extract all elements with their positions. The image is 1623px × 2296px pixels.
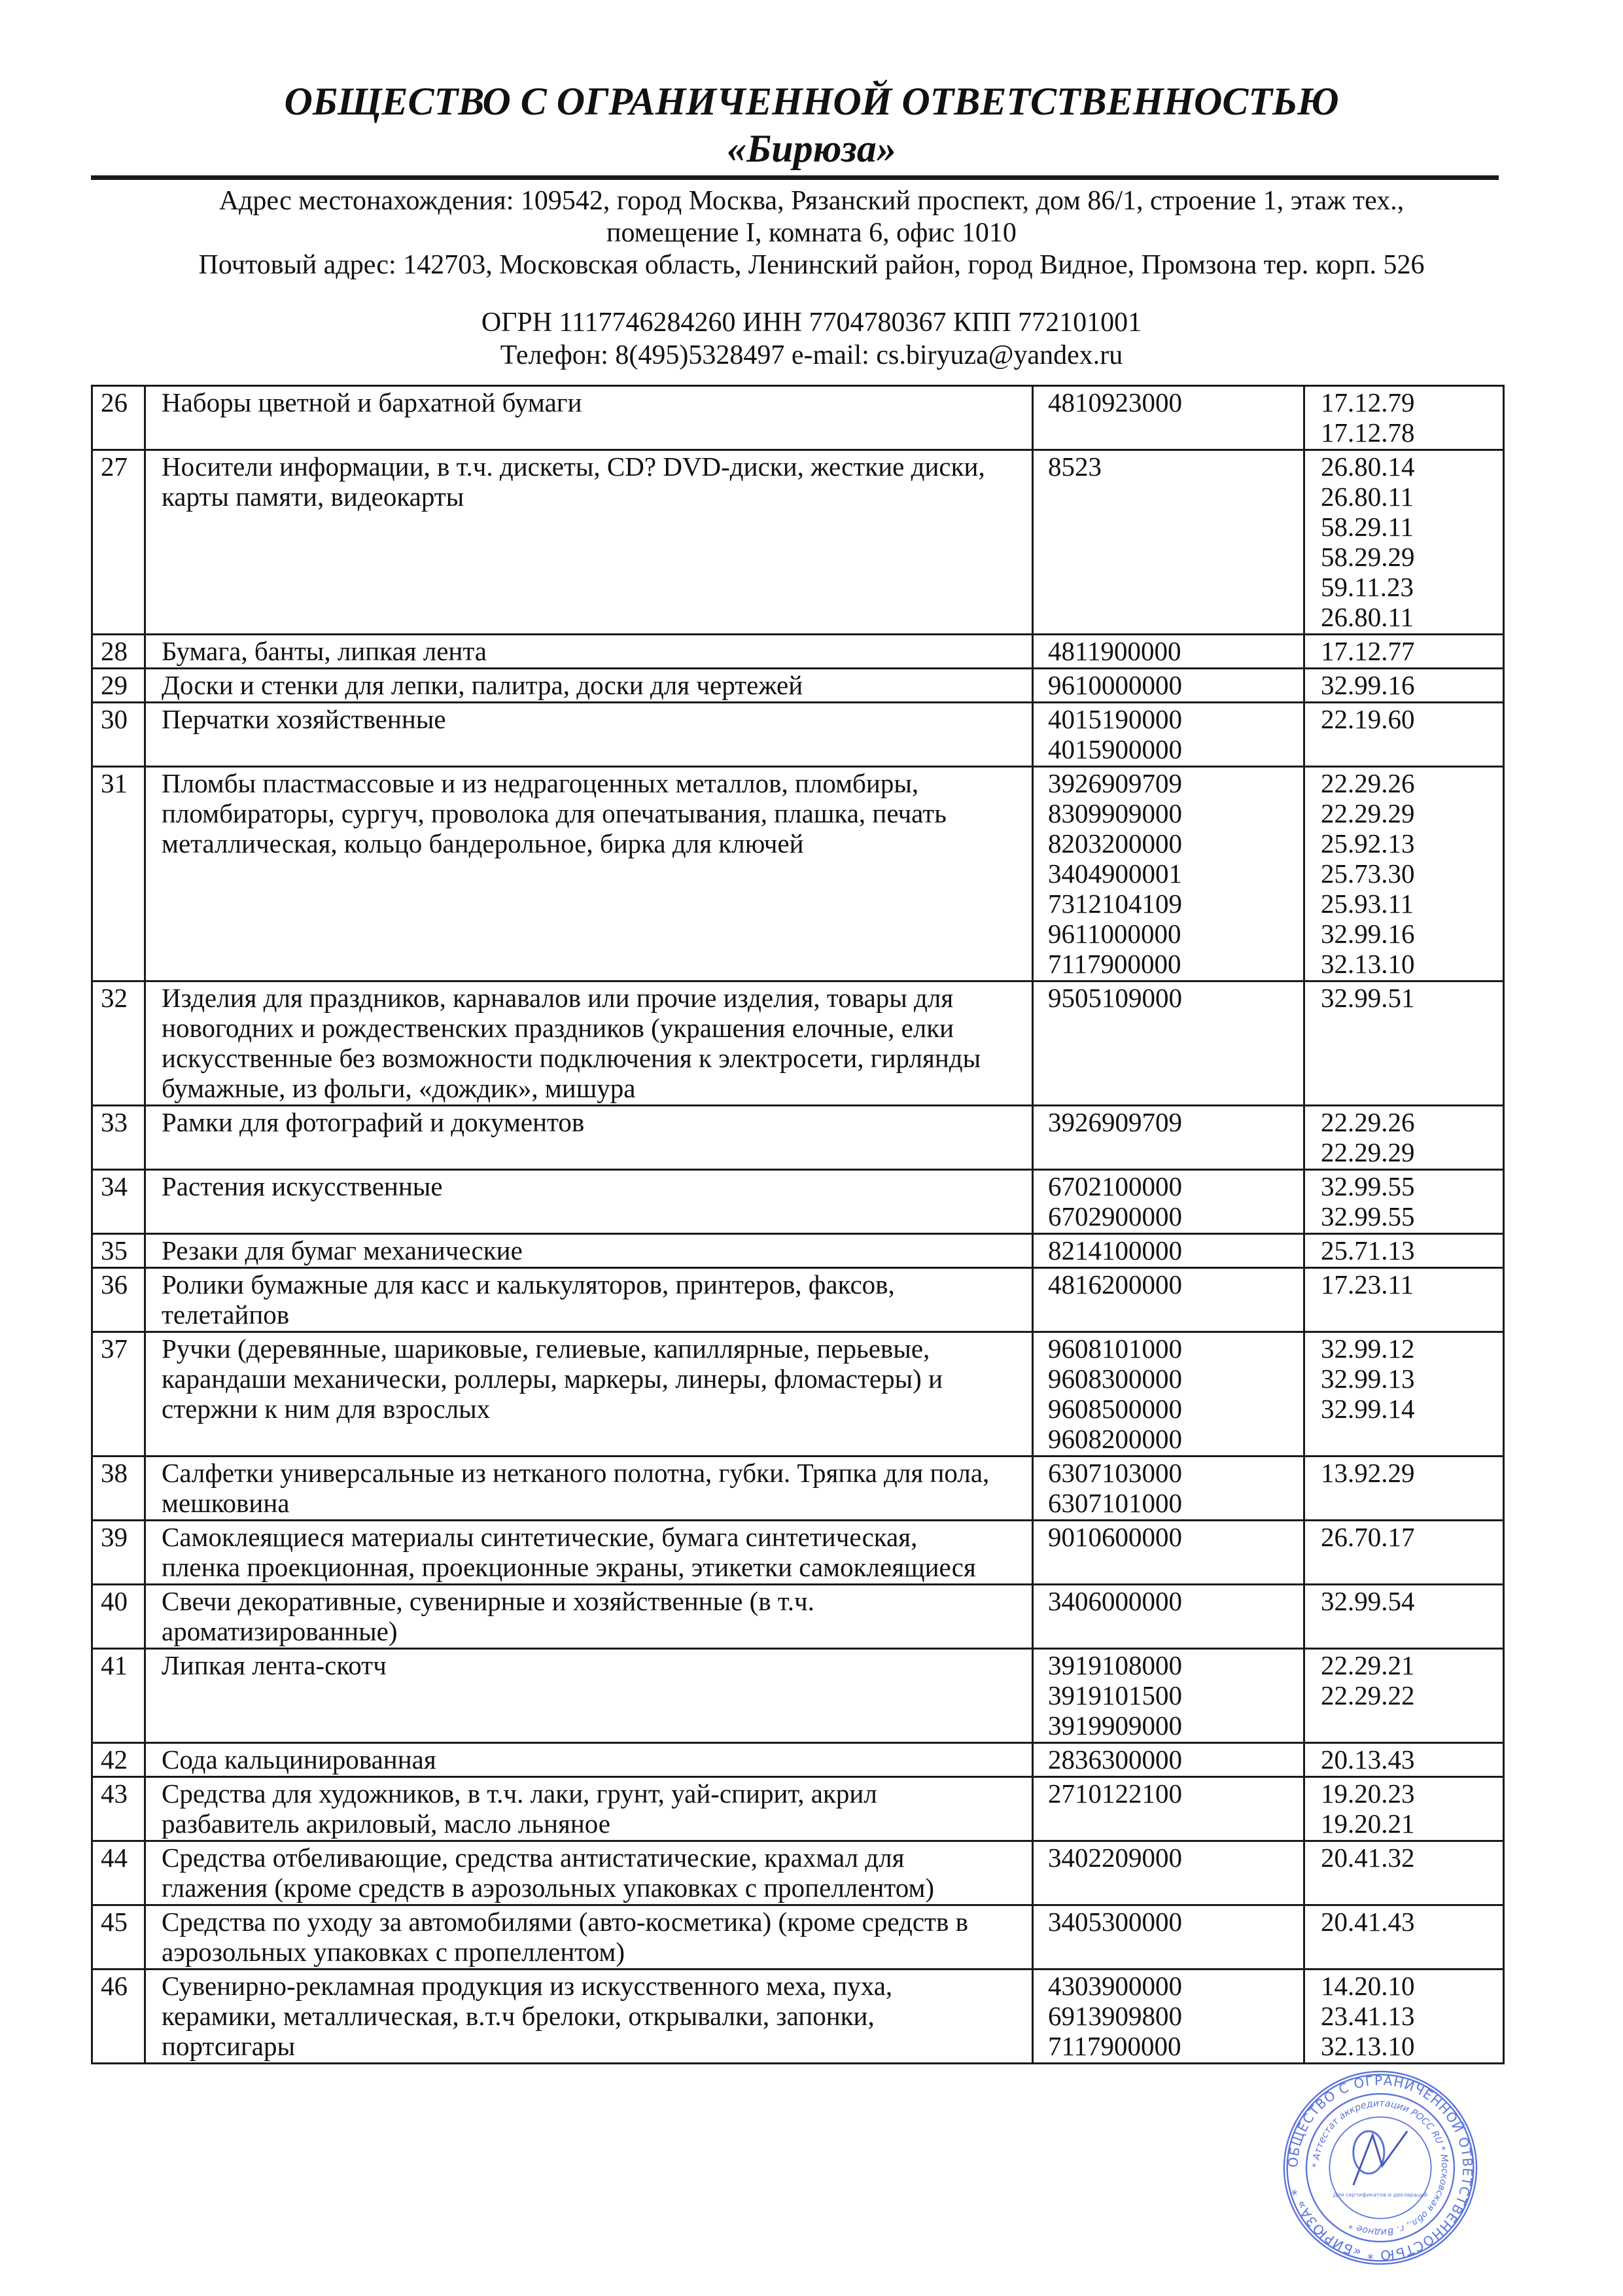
tnved-codes-line: 9610000000 (1048, 670, 1182, 700)
table-row (92, 1649, 1504, 1743)
okpd-codes (1304, 1969, 1504, 2064)
tnved-codes (1033, 1521, 1304, 1585)
tnved-codes (1033, 1649, 1304, 1743)
okpd-codes (1304, 703, 1504, 767)
okpd-codes-line: 26.80.14 (1321, 451, 1415, 482)
tnved-codes-line: 6307103000 (1048, 1458, 1182, 1488)
okpd-codes-line: 58.29.11 (1321, 512, 1414, 542)
product-description (145, 1743, 1033, 1777)
product-description (145, 1969, 1033, 2064)
tnved-codes-line: 8523 (1048, 451, 1102, 482)
okpd-codes-line: 13.92.29 (1321, 1458, 1415, 1488)
postal-address: Почтовый адрес: 142703, Московская область, Ленинский район, город Видное, Промзона тер. корп. 526 (198, 250, 1425, 280)
okpd-codes-line: 17.12.77 (1321, 636, 1415, 666)
tnved-codes-line: 4015190000 (1048, 704, 1182, 734)
tnved-codes-line: 3926909709 (1048, 1107, 1182, 1137)
row-number: 33 (92, 1106, 145, 1170)
tnved-codes-line: 2710122100 (1048, 1778, 1182, 1809)
table-row (92, 1521, 1504, 1585)
product-description (145, 1106, 1033, 1170)
tnved-codes-line: 9010600000 (1048, 1522, 1182, 1552)
product-description (145, 1332, 1033, 1457)
product-description-line: Изделия для праздников, карнавалов или прочие изделия, товары для (162, 983, 954, 1013)
seal-center-text: Для сертификатов и деклараций (1333, 2191, 1428, 2199)
okpd-codes-line: 19.20.21 (1321, 1809, 1415, 1839)
table-row (92, 1234, 1504, 1268)
header-divider (91, 175, 1499, 180)
tnved-codes (1033, 1585, 1304, 1649)
product-description-line: Носители информации, в т.ч. дискеты, CD? DVD-диски, жесткие диски, (162, 451, 985, 482)
tnved-codes-line: 4816200000 (1048, 1269, 1182, 1299)
okpd-codes-line: 59.11.23 (1321, 572, 1414, 602)
okpd-codes (1304, 1332, 1504, 1457)
okpd-codes-line: 22.19.60 (1321, 704, 1415, 734)
product-description-line: карандаши механически, роллеры, маркеры, линеры, фломастеры) и (162, 1364, 943, 1394)
product-description (145, 767, 1033, 981)
okpd-codes (1304, 1106, 1504, 1170)
product-description-line: пленка проекционная, проекционные экраны, этикетки самоклеящиеся (162, 1552, 976, 1582)
okpd-codes-line: 22.29.29 (1321, 798, 1415, 828)
tnved-codes-line: 6702900000 (1048, 1201, 1182, 1231)
table-row (92, 1969, 1504, 2064)
product-description (145, 1521, 1033, 1585)
row-number: 45 (92, 1905, 145, 1969)
okpd-codes-line: 58.29.29 (1321, 542, 1415, 572)
tnved-codes-line: 4810923000 (1048, 387, 1182, 417)
product-description (145, 1905, 1033, 1969)
table-row (92, 981, 1504, 1106)
tnved-codes-line: 9608300000 (1048, 1364, 1182, 1394)
tnved-codes (1033, 767, 1304, 981)
okpd-codes-line: 32.99.54 (1321, 1586, 1415, 1616)
tnved-codes (1033, 1234, 1304, 1268)
product-description-line: керамики, металлическая, в.т.ч брелоки, открывалки, запонки, (162, 2001, 875, 2031)
product-description-line: искусственные без возможности подключения к электросети, гирлянды (162, 1043, 981, 1073)
product-description-line: металлическая, кольцо бандерольное, бирка для ключей (162, 828, 804, 858)
legal-address-line2: помещение I, комната 6, офис 1010 (606, 218, 1017, 248)
okpd-codes (1304, 767, 1504, 981)
product-description-line: аэрозольных упаковках с пропеллентом) (162, 1937, 625, 1967)
products-table (91, 385, 1505, 2064)
product-description-line: карты памяти, видеокарты (162, 482, 464, 512)
okpd-codes-line: 20.41.32 (1321, 1843, 1415, 1873)
product-description-line: Средства отбеливающие, средства антистатические, крахмал для (162, 1843, 905, 1873)
product-description-line: Свечи декоративные, сувенирные и хозяйственные (в т.ч. (162, 1586, 814, 1616)
tnved-codes (1033, 1969, 1304, 2064)
product-description-line: Ручки (деревянные, шариковые, гелиевые, капиллярные, перьевые, (162, 1333, 930, 1364)
registration-numbers: ОГРН 1117746284260 ИНН 7704780367 КПП 772101001 (481, 308, 1142, 338)
row-number: 40 (92, 1585, 145, 1649)
tnved-codes (1033, 1170, 1304, 1234)
okpd-codes (1304, 1234, 1504, 1268)
tnved-codes-line: 6307101000 (1048, 1488, 1182, 1518)
product-description-line: телетайпов (162, 1299, 290, 1330)
tnved-codes-line: 8203200000 (1048, 828, 1182, 858)
tnved-codes (1033, 703, 1304, 767)
tnved-codes (1033, 1457, 1304, 1521)
table-row (92, 767, 1504, 981)
tnved-codes-line: 9608200000 (1048, 1424, 1182, 1454)
product-description-line: ароматизированные) (162, 1616, 398, 1646)
tnved-codes-line: 9611000000 (1048, 919, 1181, 949)
okpd-codes (1304, 1268, 1504, 1332)
row-number: 28 (92, 635, 145, 669)
tnved-codes-line: 6913909800 (1048, 2001, 1182, 2031)
okpd-codes (1304, 450, 1504, 635)
table-row (92, 635, 1504, 669)
okpd-codes-line: 32.99.55 (1321, 1201, 1415, 1231)
table-row (92, 1777, 1504, 1841)
row-number: 39 (92, 1521, 145, 1585)
seal-inner-text: * Аттестат аккредитации РОСС RU * Московская обл., г. Видное * (1310, 2098, 1450, 2238)
okpd-codes-line: 17.23.11 (1321, 1269, 1414, 1299)
okpd-codes-line: 17.12.79 (1321, 387, 1415, 417)
tnved-codes-line: 7117900000 (1048, 2031, 1181, 2061)
tnved-codes (1033, 1268, 1304, 1332)
product-description-line: Пломбы пластмассовые и из недрагоценных металлов, пломбиры, (162, 768, 919, 798)
row-number: 29 (92, 669, 145, 703)
table-row (92, 1332, 1504, 1457)
product-description-line: портсигары (162, 2031, 296, 2061)
row-number: 26 (92, 386, 145, 450)
product-description-line: пломбираторы, сургуч, проволока для опечатывания, плашка, печать (162, 798, 947, 828)
okpd-codes-line: 19.20.23 (1321, 1778, 1415, 1809)
company-brand: «Бирюза» (727, 127, 896, 170)
tnved-codes (1033, 981, 1304, 1106)
product-description-line: Самоклеящиеся материалы синтетические, бумага синтетическая, (162, 1522, 918, 1552)
product-description (145, 635, 1033, 669)
product-description-line: мешковина (162, 1488, 290, 1518)
okpd-codes-line: 22.29.22 (1321, 1680, 1415, 1710)
tnved-codes-line: 3405300000 (1048, 1907, 1182, 1937)
table-row (92, 450, 1504, 635)
tnved-codes-line: 3926909709 (1048, 768, 1182, 798)
row-number: 32 (92, 981, 145, 1106)
okpd-codes-line: 25.73.30 (1321, 858, 1415, 889)
product-description-line: Липкая лента-скотч (162, 1650, 387, 1680)
row-number: 38 (92, 1457, 145, 1521)
row-number: 27 (92, 450, 145, 635)
product-description (145, 1170, 1033, 1234)
tnved-codes-line: 4303900000 (1048, 1971, 1182, 2001)
okpd-codes-line: 32.99.13 (1321, 1364, 1415, 1394)
okpd-codes (1304, 1649, 1504, 1743)
row-number: 36 (92, 1268, 145, 1332)
okpd-codes-line: 14.20.10 (1321, 1971, 1415, 2001)
table-row (92, 1841, 1504, 1905)
product-description-line: Средства по уходу за автомобилями (авто-косметика) (кроме средств в (162, 1907, 968, 1937)
table-row (92, 1585, 1504, 1649)
product-description-line: Средства для художников, в т.ч. лаки, грунт, уай-спирит, акрил (162, 1778, 877, 1809)
tnved-codes-line: 3919108000 (1048, 1650, 1182, 1680)
okpd-codes (1304, 1170, 1504, 1234)
product-description-line: Рамки для фотографий и документов (162, 1107, 585, 1137)
table-row (92, 1268, 1504, 1332)
okpd-codes (1304, 1585, 1504, 1649)
product-description (145, 1457, 1033, 1521)
row-number: 35 (92, 1234, 145, 1268)
contacts: Телефон: 8(495)5328497 e-mail: cs.biryuza@yandex.ru (500, 340, 1123, 370)
tnved-codes-line: 2836300000 (1048, 1744, 1182, 1775)
company-seal (1282, 2070, 1478, 2266)
table-row (92, 1170, 1504, 1234)
okpd-codes (1304, 1457, 1504, 1521)
row-number: 43 (92, 1777, 145, 1841)
okpd-codes-line: 26.80.11 (1321, 482, 1414, 512)
okpd-codes (1304, 1841, 1504, 1905)
tnved-codes-line: 6702100000 (1048, 1171, 1182, 1201)
tnved-codes-line: 3919909000 (1048, 1710, 1182, 1740)
row-number: 34 (92, 1170, 145, 1234)
company-name: ОБЩЕСТВО С ОГРАНИЧЕННОЙ ОТВЕТСТВЕННОСТЬЮ (284, 80, 1339, 123)
row-number: 46 (92, 1969, 145, 2064)
seal-emblem (1353, 2131, 1384, 2174)
product-description-line: разбавитель акриловый, масло льняное (162, 1809, 611, 1839)
tnved-codes-line: 9608500000 (1048, 1394, 1182, 1424)
tnved-codes (1033, 1332, 1304, 1457)
tnved-codes-line: 4015900000 (1048, 734, 1182, 764)
okpd-codes-line: 22.29.26 (1321, 1107, 1415, 1137)
product-description-line: глажения (кроме средств в аэрозольных упаковках с пропеллентом) (162, 1873, 935, 1903)
product-description (145, 1649, 1033, 1743)
row-number: 41 (92, 1649, 145, 1743)
tnved-codes-line: 4811900000 (1048, 636, 1181, 666)
okpd-codes-line: 32.99.16 (1321, 919, 1415, 949)
table-row (92, 386, 1504, 450)
product-description (145, 450, 1033, 635)
okpd-codes-line: 32.99.51 (1321, 983, 1415, 1013)
okpd-codes-line: 32.99.12 (1321, 1333, 1415, 1364)
product-description (145, 703, 1033, 767)
product-description-line: Наборы цветной и бархатной бумаги (162, 387, 582, 417)
okpd-codes-line: 32.99.16 (1321, 670, 1415, 700)
tnved-codes (1033, 1841, 1304, 1905)
product-description-line: бумажные, из фольги, «дождик», мишура (162, 1073, 636, 1103)
product-description (145, 1585, 1033, 1649)
product-description (145, 981, 1033, 1106)
okpd-codes-line: 23.41.13 (1321, 2001, 1415, 2031)
product-description-line: Ролики бумажные для касс и калькуляторов, принтеров, факсов, (162, 1269, 895, 1299)
tnved-codes-line: 8214100000 (1048, 1235, 1182, 1265)
product-description-line: Бумага, банты, липкая лента (162, 636, 487, 666)
okpd-codes-line: 20.41.43 (1321, 1907, 1415, 1937)
okpd-codes-line: 20.13.43 (1321, 1744, 1415, 1775)
tnved-codes (1033, 1106, 1304, 1170)
row-number: 31 (92, 767, 145, 981)
okpd-codes-line: 32.13.10 (1321, 949, 1415, 979)
tnved-codes (1033, 386, 1304, 450)
table-row (92, 669, 1504, 703)
table-row (92, 1106, 1504, 1170)
tnved-codes-line: 8309909000 (1048, 798, 1182, 828)
tnved-codes (1033, 1743, 1304, 1777)
tnved-codes-line: 3919101500 (1048, 1680, 1182, 1710)
tnved-codes-line: 7117900000 (1048, 949, 1181, 979)
row-number: 37 (92, 1332, 145, 1457)
tnved-codes (1033, 635, 1304, 669)
okpd-codes-line: 22.29.29 (1321, 1137, 1415, 1167)
product-description-line: Доски и стенки для лепки, палитра, доски для чертежей (162, 670, 803, 700)
table-row (92, 1743, 1504, 1777)
tnved-codes-line: 9505109000 (1048, 983, 1182, 1013)
product-description-line: Резаки для бумаг механические (162, 1235, 523, 1265)
tnved-codes (1033, 1905, 1304, 1969)
okpd-codes-line: 22.29.26 (1321, 768, 1415, 798)
okpd-codes-line: 32.99.55 (1321, 1171, 1415, 1201)
tnved-codes (1033, 1777, 1304, 1841)
product-description (145, 1777, 1033, 1841)
okpd-codes (1304, 1521, 1504, 1585)
table-row (92, 1457, 1504, 1521)
okpd-codes (1304, 981, 1504, 1106)
tnved-codes-line: 9608101000 (1048, 1333, 1182, 1364)
tnved-codes-line: 3404900001 (1048, 858, 1182, 889)
row-number: 30 (92, 703, 145, 767)
product-description (145, 1268, 1033, 1332)
okpd-codes-line: 32.99.14 (1321, 1394, 1415, 1424)
okpd-codes (1304, 669, 1504, 703)
product-description-line: Перчатки хозяйственные (162, 704, 446, 734)
okpd-codes (1304, 635, 1504, 669)
product-description-line: Сувенирно-рекламная продукция из искусственного меха, пуха, (162, 1971, 893, 2001)
tnved-codes-line: 7312104109 (1048, 889, 1182, 919)
product-description-line: Сода кальцинированная (162, 1744, 436, 1775)
okpd-codes (1304, 1743, 1504, 1777)
okpd-codes-line: 25.71.13 (1321, 1235, 1415, 1265)
product-description (145, 386, 1033, 450)
row-number: 44 (92, 1841, 145, 1905)
tnved-codes (1033, 450, 1304, 635)
product-description (145, 1841, 1033, 1905)
product-description-line: новогодних и рождественских праздников (украшения елочные, елки (162, 1013, 954, 1043)
table-row (92, 703, 1504, 767)
okpd-codes-line: 26.70.17 (1321, 1522, 1415, 1552)
okpd-codes-line: 25.92.13 (1321, 828, 1415, 858)
okpd-codes (1304, 1777, 1504, 1841)
product-description-line: стержни к ним для взрослых (162, 1394, 491, 1424)
tnved-codes-line: 3406000000 (1048, 1586, 1182, 1616)
okpd-codes (1304, 386, 1504, 450)
tnved-codes (1033, 669, 1304, 703)
product-description-line: Салфетки универсальные из нетканого полотна, губки. Тряпка для пола, (162, 1458, 990, 1488)
product-description (145, 669, 1033, 703)
legal-address-line1: Адрес местонахождения: 109542, город Москва, Рязанский проспект, дом 86/1, строение 1, этаж тех., (218, 186, 1405, 216)
okpd-codes-line: 17.12.78 (1321, 417, 1415, 448)
product-description-line: Растения искусственные (162, 1171, 443, 1201)
row-number: 42 (92, 1743, 145, 1777)
okpd-codes-line: 32.13.10 (1321, 2031, 1415, 2061)
table-row (92, 1905, 1504, 1969)
okpd-codes-line: 26.80.11 (1321, 602, 1414, 632)
product-description (145, 1234, 1033, 1268)
okpd-codes (1304, 1905, 1504, 1969)
okpd-codes-line: 25.93.11 (1321, 889, 1414, 919)
okpd-codes-line: 22.29.21 (1321, 1650, 1415, 1680)
tnved-codes-line: 3402209000 (1048, 1843, 1182, 1873)
seal-outer-text: ОБЩЕСТВО С ОГРАНИЧЕННОЙ ОТВЕТСТВЕННОСТЬЮ * «БИРЮЗА» * (1285, 2072, 1476, 2263)
